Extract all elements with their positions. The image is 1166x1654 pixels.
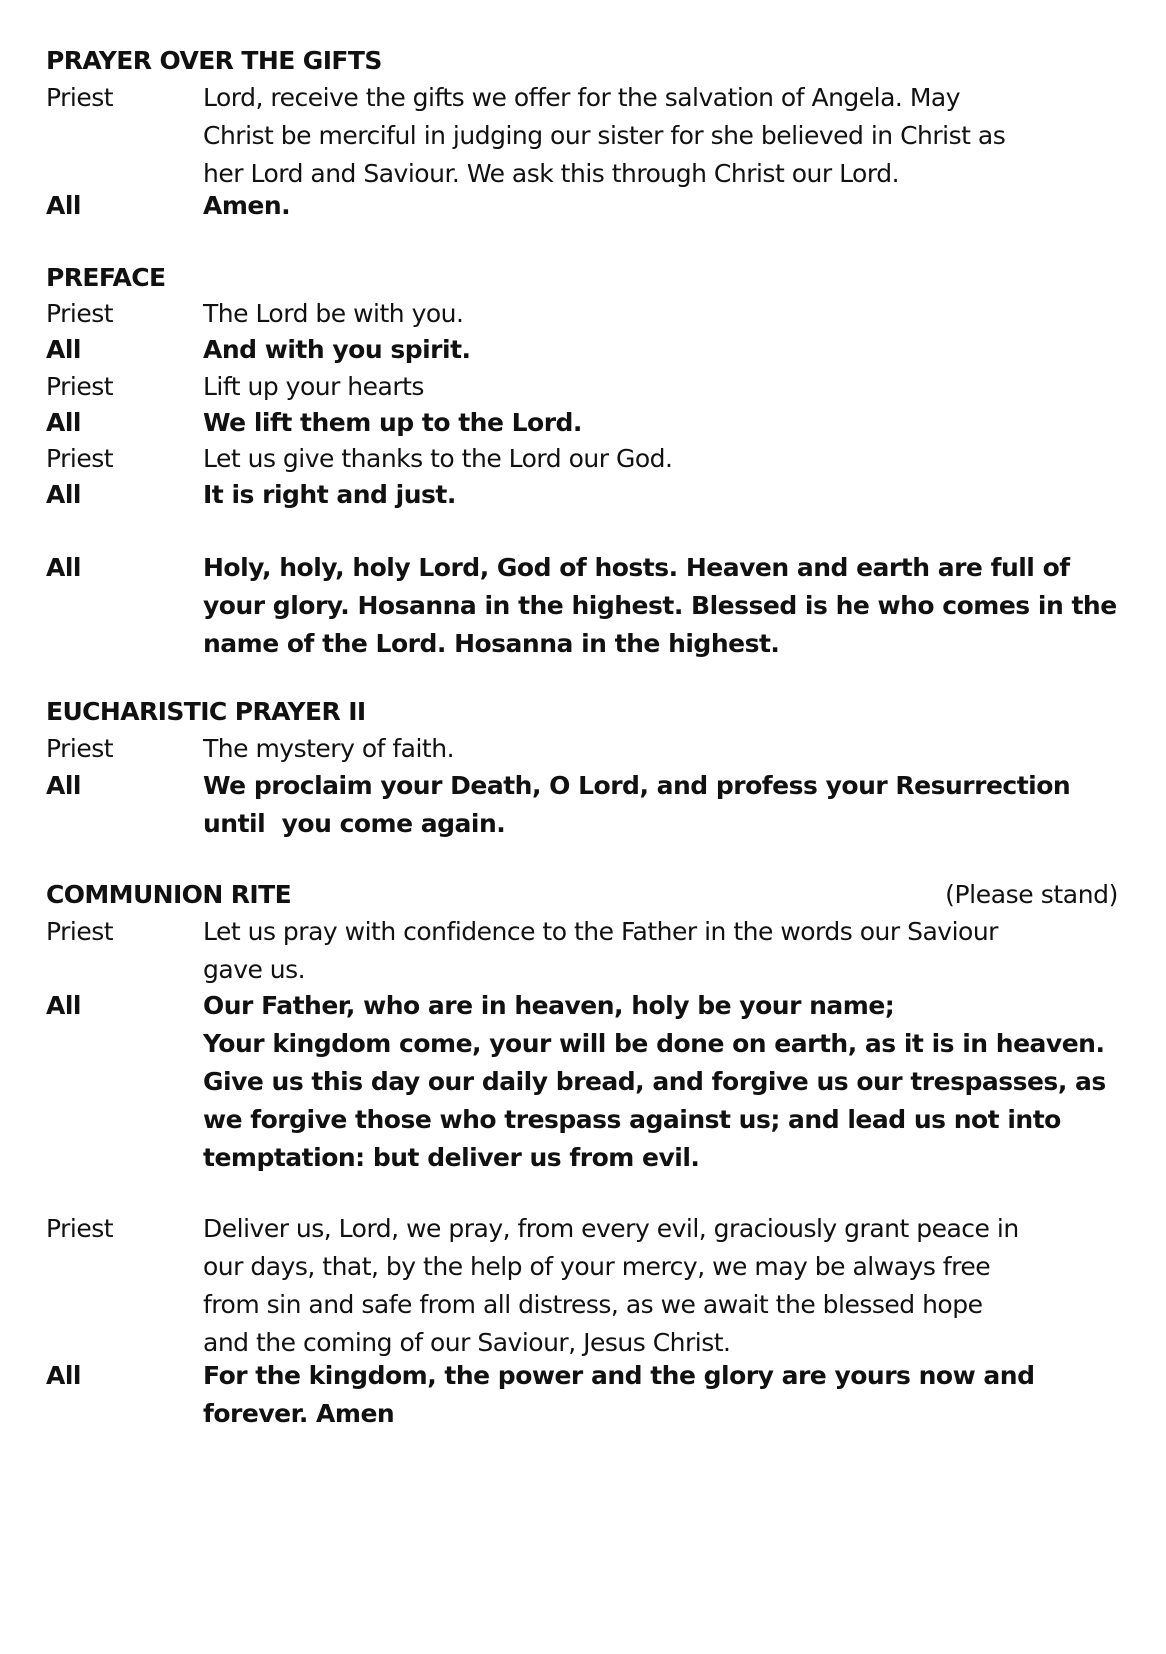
- section-heading-preface: PREFACE: [46, 263, 166, 292]
- response-text: [203, 913, 1123, 989]
- speaker-label: All: [46, 553, 81, 582]
- response-text: [203, 79, 1123, 193]
- text-line: gave us.: [203, 955, 306, 984]
- speaker-label: Priest: [46, 734, 114, 763]
- text-line: name of the Lord. Hosanna in the highest.: [203, 629, 780, 658]
- text-line: And with you spirit.: [203, 335, 471, 364]
- speaker-label: All: [46, 335, 81, 364]
- text-line: The mystery of faith.: [203, 734, 455, 763]
- text-line: your glory. Hosanna in the highest. Blessed is he who comes in the: [203, 591, 1117, 620]
- response-text: [203, 549, 1123, 663]
- section-heading-communion-rite: COMMUNION RITE: [46, 880, 292, 909]
- speaker-label: Priest: [46, 444, 114, 473]
- text-line: Deliver us, Lord, we pray, from every evil, graciously grant peace in: [203, 1214, 1019, 1243]
- speaker-label: Priest: [46, 1214, 114, 1243]
- speaker-label: Priest: [46, 83, 114, 112]
- speaker-label: All: [46, 771, 81, 800]
- response-text: [203, 1357, 1123, 1433]
- text-line: Christ be merciful in judging our sister for she believed in Christ as: [203, 121, 1006, 150]
- text-line: For the kingdom, the power and the glory are yours now and: [203, 1361, 1035, 1390]
- response-text: [203, 476, 1123, 514]
- section-heading-prayer-over-the-gifts: PRAYER OVER THE GIFTS: [46, 46, 382, 75]
- text-line: It is right and just.: [203, 480, 456, 509]
- speaker-label: Priest: [46, 372, 114, 401]
- text-line: We lift them up to the Lord.: [203, 408, 582, 437]
- speaker-label: All: [46, 991, 81, 1020]
- response-text: [203, 1210, 1123, 1362]
- response-text: [203, 730, 1123, 768]
- response-text: [203, 987, 1123, 1177]
- text-line: her Lord and Saviour. We ask this through Christ our Lord.: [203, 159, 900, 188]
- text-line: temptation: but deliver us from evil.: [203, 1143, 700, 1172]
- response-text: [203, 368, 1123, 406]
- text-line: We proclaim your Death, O Lord, and profess your Resurrection: [203, 771, 1071, 800]
- response-text: [203, 187, 1123, 225]
- text-line: Give us this day our daily bread, and forgive us our trespasses, as: [203, 1067, 1106, 1096]
- text-line: Amen.: [203, 191, 291, 220]
- text-line: Lord, receive the gifts we offer for the salvation of Angela. May: [203, 83, 961, 112]
- section-heading-eucharistic-prayer-ii: EUCHARISTIC PRAYER II: [46, 697, 366, 726]
- text-line: we forgive those who trespass against us; and lead us not into: [203, 1105, 1061, 1134]
- text-line: The Lord be with you.: [203, 299, 464, 328]
- stage-direction-note: (Please stand): [945, 880, 1118, 909]
- response-text: [203, 404, 1123, 442]
- speaker-label: All: [46, 480, 81, 509]
- text-line: Lift up your hearts: [203, 372, 424, 401]
- text-line: Let us give thanks to the Lord our God.: [203, 444, 673, 473]
- response-text: [203, 440, 1123, 478]
- response-text: [203, 331, 1123, 369]
- speaker-label: All: [46, 1361, 81, 1390]
- speaker-label: Priest: [46, 917, 114, 946]
- text-line: Your kingdom come, your will be done on earth, as it is in heaven.: [203, 1029, 1105, 1058]
- text-line: Holy, holy, holy Lord, God of hosts. Heaven and earth are full of: [203, 553, 1070, 582]
- speaker-label: Priest: [46, 299, 114, 328]
- speaker-label: All: [46, 191, 81, 220]
- text-line: and the coming of our Saviour, Jesus Christ.: [203, 1328, 731, 1357]
- text-line: forever. Amen: [203, 1399, 395, 1428]
- text-line: from sin and safe from all distress, as we await the blessed hope: [203, 1290, 983, 1319]
- text-line: until you come again.: [203, 809, 506, 838]
- text-line: Our Father, who are in heaven, holy be your name;: [203, 991, 895, 1020]
- speaker-label: All: [46, 408, 81, 437]
- text-line: Let us pray with confidence to the Father in the words our Saviour: [203, 917, 998, 946]
- text-line: our days, that, by the help of your mercy, we may be always free: [203, 1252, 991, 1281]
- response-text: [203, 295, 1123, 333]
- response-text: [203, 767, 1123, 843]
